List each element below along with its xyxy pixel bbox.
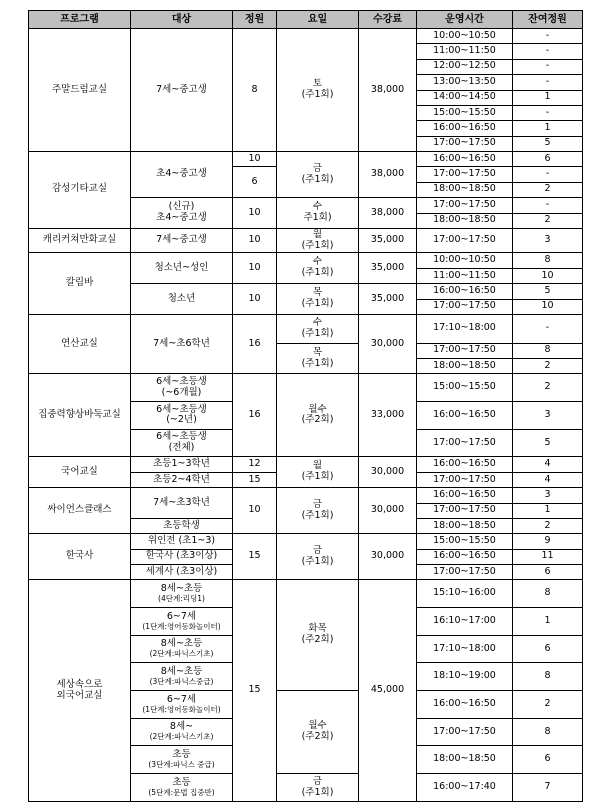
- header-target: 대상: [131, 11, 233, 29]
- header-time: 운영시간: [417, 11, 513, 29]
- program-name-cell: 감성기타교실: [29, 152, 131, 229]
- remaining-cell: 8: [513, 343, 583, 358]
- target-cell: 초4~중고생: [131, 152, 233, 198]
- remaining-cell: 2: [513, 518, 583, 533]
- table-row: [29, 253, 583, 268]
- remaining-cell: 5: [513, 136, 583, 151]
- target-cell: [131, 608, 233, 636]
- time-cell: 16:00~16:50: [417, 549, 513, 564]
- header-remaining: 잔여정원: [513, 11, 583, 29]
- fee-cell: 33,000: [359, 374, 417, 457]
- time-cell: 17:10~18:00: [417, 635, 513, 663]
- time-cell: 13:00~13:50: [417, 75, 513, 90]
- remaining-cell: 4: [513, 472, 583, 487]
- fee-cell: 30,000: [359, 534, 417, 580]
- remaining-cell: 8: [513, 663, 583, 691]
- time-cell: 14:00~14:50: [417, 90, 513, 105]
- target-cell: 7세~중고생: [131, 228, 233, 253]
- time-cell: 18:00~18:50: [417, 746, 513, 774]
- program-name-cell: 국어교실: [29, 457, 131, 488]
- fee-cell: 30,000: [359, 488, 417, 534]
- time-cell: 16:00~16:50: [417, 402, 513, 430]
- day-cell: 화목 (주2회): [277, 580, 359, 691]
- time-cell: 17:00~17:50: [417, 565, 513, 580]
- time-cell: 16:00~16:50: [417, 152, 513, 167]
- header-row: [29, 11, 583, 29]
- remaining-cell: 2: [513, 359, 583, 374]
- time-cell: 15:00~15:50: [417, 105, 513, 120]
- time-cell: 10:00~10:50: [417, 253, 513, 268]
- target-cell-sub: (3단계:파닉스중급): [149, 676, 214, 686]
- table-row: [29, 29, 583, 44]
- time-cell: 15:10~16:00: [417, 580, 513, 608]
- time-cell: 15:00~15:50: [417, 374, 513, 402]
- day-cell: 월 (주1회): [277, 228, 359, 253]
- remaining-cell: 8: [513, 718, 583, 746]
- day-cell: 수 (주1회): [277, 253, 359, 284]
- target-cell: [131, 774, 233, 802]
- target-cell: 청소년: [131, 284, 233, 315]
- table-row: [29, 314, 583, 343]
- target-cell: 6세~초등생 (~6개월): [131, 374, 233, 402]
- target-cell: [131, 746, 233, 774]
- capacity-cell: 10: [233, 488, 277, 534]
- day-cell: 토 (주1회): [277, 29, 359, 152]
- capacity-cell: 15: [233, 534, 277, 580]
- remaining-cell: 2: [513, 182, 583, 197]
- time-cell: 10:00~10:50: [417, 29, 513, 44]
- remaining-cell: 3: [513, 402, 583, 430]
- fee-cell: 45,000: [359, 580, 417, 802]
- time-cell: 11:00~11:50: [417, 44, 513, 59]
- time-cell: 18:00~18:50: [417, 182, 513, 197]
- time-cell: 17:00~17:50: [417, 299, 513, 314]
- target-cell-main: 8세~초등: [160, 583, 203, 594]
- time-cell: 17:00~17:50: [417, 228, 513, 253]
- target-cell-main: 8세~초등: [160, 638, 203, 650]
- remaining-cell: 6: [513, 152, 583, 167]
- remaining-cell: 8: [513, 253, 583, 268]
- header-day: 요일: [277, 11, 359, 29]
- target-cell: 6세~초등생 (~2년): [131, 402, 233, 430]
- table-row: [29, 580, 583, 608]
- target-cell: 위인전 (초1~3): [131, 534, 233, 549]
- target-cell: 7세~초3학년: [131, 488, 233, 519]
- program-name-cell: 주말드럼교실: [29, 29, 131, 152]
- program-name-cell: 연산교실: [29, 314, 131, 373]
- remaining-cell: 2: [513, 213, 583, 228]
- time-cell: 17:00~17:50: [417, 167, 513, 182]
- remaining-cell: 1: [513, 121, 583, 136]
- day-cell: 월수 (주2회): [277, 691, 359, 774]
- fee-cell: 38,000: [359, 29, 417, 152]
- target-cell-sub: (2단계:파닉스기초): [149, 649, 214, 659]
- remaining-cell: 10: [513, 268, 583, 283]
- target-cell: 7세~초6학년: [131, 314, 233, 373]
- remaining-cell: -: [513, 314, 583, 343]
- time-cell: 17:00~17:50: [417, 343, 513, 358]
- time-cell: 17:00~17:50: [417, 136, 513, 151]
- target-cell: 초등1~3학년: [131, 457, 233, 472]
- target-cell: 6세~초등생 (전체): [131, 429, 233, 457]
- target-cell-main: 6~7세: [166, 610, 197, 622]
- fee-cell: 38,000: [359, 152, 417, 198]
- target-cell-sub: (5단계:문법 집중반): [148, 787, 215, 797]
- table-row: [29, 488, 583, 503]
- day-cell: 금 (주1회): [277, 152, 359, 198]
- capacity-cell: 10: [233, 284, 277, 315]
- table-row: [29, 228, 583, 253]
- remaining-cell: 5: [513, 284, 583, 299]
- target-cell-sub: (4단계:리딩1): [158, 593, 205, 603]
- day-cell: 금 (주1회): [277, 774, 359, 802]
- remaining-cell: 1: [513, 90, 583, 105]
- time-cell: 16:00~16:50: [417, 121, 513, 136]
- time-cell: 18:10~19:00: [417, 663, 513, 691]
- time-cell: 17:00~17:50: [417, 503, 513, 518]
- fee-cell: 30,000: [359, 314, 417, 373]
- day-cell: 목 (주1회): [277, 343, 359, 374]
- time-cell: 15:00~15:50: [417, 534, 513, 549]
- program-name-cell: 세상속으로 외국어교실: [29, 580, 131, 802]
- time-cell: 16:00~16:50: [417, 284, 513, 299]
- remaining-cell: 10: [513, 299, 583, 314]
- header-fee: 수강료: [359, 11, 417, 29]
- remaining-cell: 1: [513, 503, 583, 518]
- time-cell: 16:00~16:50: [417, 488, 513, 503]
- table-body: [29, 29, 583, 802]
- remaining-cell: 9: [513, 534, 583, 549]
- remaining-cell: -: [513, 59, 583, 74]
- day-cell: 수 (주1회): [277, 314, 359, 343]
- remaining-cell: -: [513, 167, 583, 182]
- time-cell: 12:00~12:50: [417, 59, 513, 74]
- remaining-cell: -: [513, 198, 583, 213]
- table-row: [29, 152, 583, 167]
- target-cell-sub: (1단계:영어동화놀이터): [142, 621, 221, 631]
- day-cell: 금 (주1회): [277, 488, 359, 534]
- day-cell: 목 (주1회): [277, 284, 359, 315]
- table-row: [29, 534, 583, 549]
- program-schedule-table: [28, 10, 583, 802]
- time-cell: 18:00~18:50: [417, 518, 513, 533]
- remaining-cell: 6: [513, 565, 583, 580]
- target-cell-main: 6~7세: [166, 693, 197, 705]
- program-name-cell: 집중력향상바둑교실: [29, 374, 131, 457]
- program-name-cell: 캐리커쳐만화교실: [29, 228, 131, 253]
- header-capacity: 정원: [233, 11, 277, 29]
- remaining-cell: 1: [513, 608, 583, 636]
- time-cell: 17:00~17:50: [417, 198, 513, 213]
- time-cell: 17:00~17:50: [417, 472, 513, 487]
- program-name-cell: 한국사: [29, 534, 131, 580]
- remaining-cell: -: [513, 29, 583, 44]
- time-cell: 16:00~16:50: [417, 691, 513, 719]
- time-cell: 16:00~17:40: [417, 774, 513, 802]
- remaining-cell: -: [513, 75, 583, 90]
- capacity-cell: 6: [233, 167, 277, 198]
- time-cell: 16:10~17:00: [417, 608, 513, 636]
- fee-cell: 35,000: [359, 228, 417, 253]
- capacity-cell: 8: [233, 29, 277, 152]
- remaining-cell: 2: [513, 691, 583, 719]
- remaining-cell: 6: [513, 746, 583, 774]
- fee-cell: 30,000: [359, 457, 417, 488]
- remaining-cell: 3: [513, 228, 583, 253]
- target-cell: 한국사 (초3이상): [131, 549, 233, 564]
- program-name-cell: 칼림바: [29, 253, 131, 315]
- capacity-cell: 10: [233, 198, 277, 229]
- target-cell: [131, 635, 233, 663]
- target-cell: 청소년~성인: [131, 253, 233, 284]
- time-cell: 16:00~16:50: [417, 457, 513, 472]
- target-cell: 초등2~4학년: [131, 472, 233, 487]
- target-cell: 초등학생: [131, 518, 233, 533]
- time-cell: 17:00~17:50: [417, 429, 513, 457]
- target-cell-main: 초등: [172, 749, 191, 761]
- table-row: [29, 374, 583, 402]
- header-program: 프로그램: [29, 11, 131, 29]
- target-cell: [131, 691, 233, 719]
- time-cell: 18:00~18:50: [417, 213, 513, 228]
- capacity-cell: 15: [233, 580, 277, 802]
- remaining-cell: 8: [513, 580, 583, 608]
- day-cell: 월 (주1회): [277, 457, 359, 488]
- time-cell: 11:00~11:50: [417, 268, 513, 283]
- remaining-cell: 7: [513, 774, 583, 802]
- fee-cell: 38,000: [359, 198, 417, 229]
- target-cell-main: 초등: [172, 776, 191, 788]
- target-cell-sub: (2단계:파닉스기초): [149, 732, 214, 742]
- remaining-cell: 5: [513, 429, 583, 457]
- target-cell: 7세~중고생: [131, 29, 233, 152]
- remaining-cell: 6: [513, 635, 583, 663]
- target-cell-sub: (1단계:영어동화놀이터): [142, 704, 221, 714]
- target-cell: [131, 718, 233, 746]
- time-cell: 17:00~17:50: [417, 718, 513, 746]
- remaining-cell: 2: [513, 374, 583, 402]
- capacity-cell: 10: [233, 152, 277, 167]
- target-cell: 세계사 (초3이상): [131, 565, 233, 580]
- capacity-cell: 10: [233, 253, 277, 284]
- remaining-cell: -: [513, 105, 583, 120]
- target-cell-main: 8세~초등: [160, 666, 203, 678]
- remaining-cell: 4: [513, 457, 583, 472]
- target-cell: [131, 663, 233, 691]
- day-cell: 금 (주1회): [277, 534, 359, 580]
- remaining-cell: 3: [513, 488, 583, 503]
- target-cell: (신규) 초4~중고생: [131, 198, 233, 229]
- target-cell: [131, 580, 233, 608]
- day-cell: 수 주1회): [277, 198, 359, 229]
- capacity-cell: 16: [233, 314, 277, 373]
- capacity-cell: 12: [233, 457, 277, 472]
- remaining-cell: 11: [513, 549, 583, 564]
- table-row: [29, 457, 583, 472]
- capacity-cell: 10: [233, 228, 277, 253]
- capacity-cell: 15: [233, 472, 277, 487]
- day-cell: 월수 (주2회): [277, 374, 359, 457]
- fee-cell: 35,000: [359, 253, 417, 284]
- time-cell: 17:10~18:00: [417, 314, 513, 343]
- capacity-cell: 16: [233, 374, 277, 457]
- fee-cell: 35,000: [359, 284, 417, 315]
- time-cell: 18:00~18:50: [417, 359, 513, 374]
- target-cell-sub: (3단계:파닉스 중급): [148, 759, 215, 769]
- program-name-cell: 싸이언스클래스: [29, 488, 131, 534]
- target-cell-main: 8세~: [169, 721, 194, 733]
- remaining-cell: -: [513, 44, 583, 59]
